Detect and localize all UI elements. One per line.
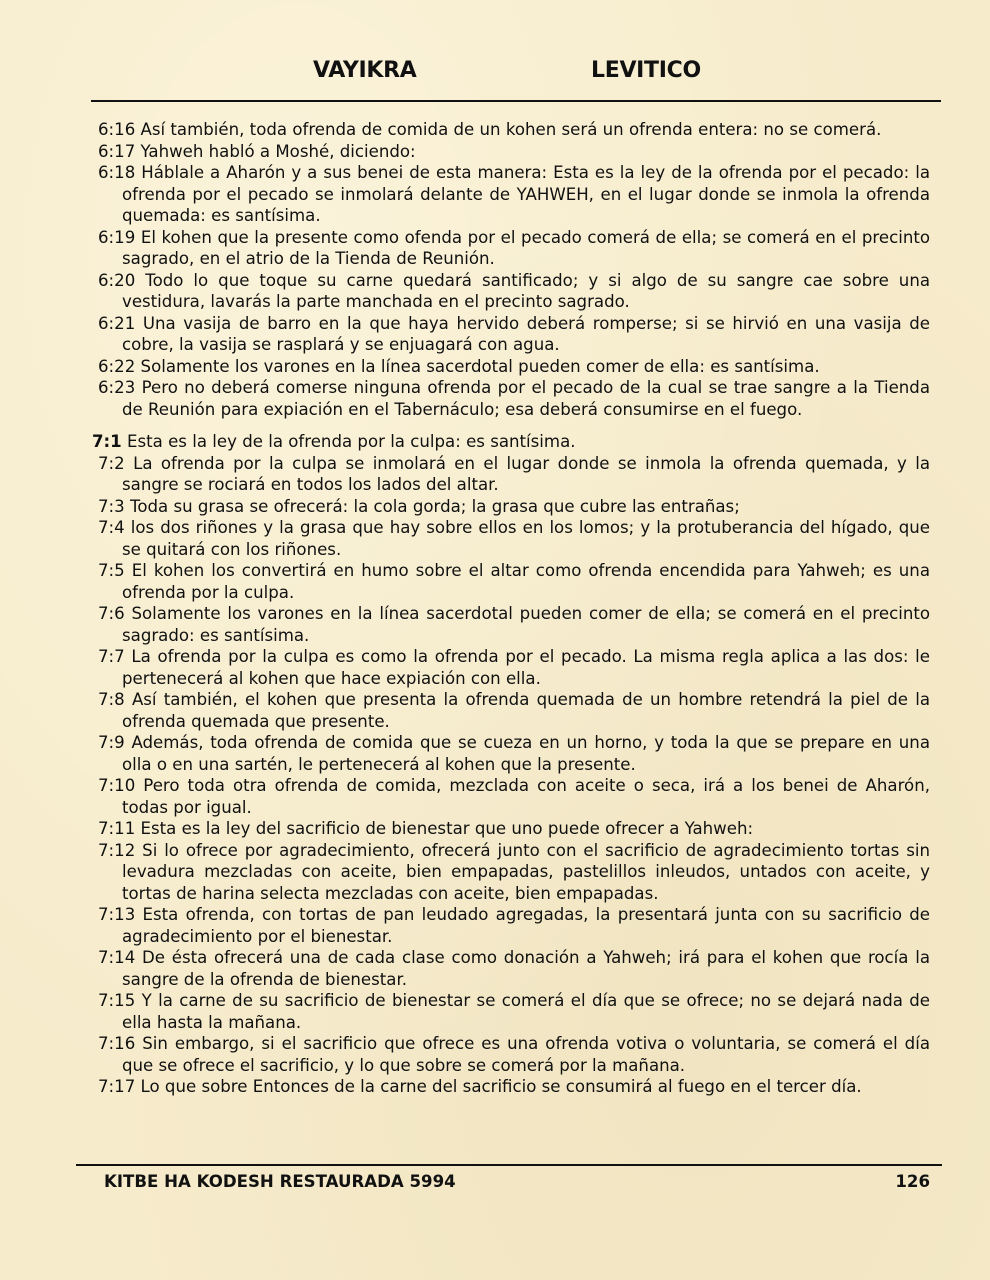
verse-text: Si lo ofrece por agradecimiento, ofrecerá junto con el sacrificio de agradecimiento tortas sin levadura mezcladas con aceite, bien empapadas, pastelillos inleudos, untados con aceite, y tortas de harina selecta mezcladas con aceite, bien empapadas. [122, 840, 930, 903]
verse [0, 990, 930, 1033]
verse-number: 7:10 [98, 776, 136, 795]
verse-number: 7:12 [98, 840, 136, 860]
verse-number: 7:16 [98, 1034, 136, 1053]
verse-number: 6:19 [98, 227, 136, 247]
verse-number: 6:16 [98, 120, 136, 139]
footer-divider [76, 1164, 942, 1166]
verse-text: Esta es la ley de la ofrenda por la culpa: es santísima. [127, 432, 576, 451]
verse-text: Además, toda ofrenda de comida que se cueza en un horno, y toda la que se prepare en una olla o en una sartén, le pertenecerá al kohen que la presente. [122, 733, 930, 774]
verse-text: Solamente los varones en la línea sacerdotal pueden comer de ella; se comerá en el precinto sagrado: es santísima. [122, 604, 930, 645]
verse-text: El kohen los convertirá en humo sobre el altar como ofrenda encendida para Yahweh; es una ofrenda por la culpa. [122, 561, 930, 602]
verse-number: 7:14 [98, 948, 136, 967]
verse-text: Solamente los varones en la línea sacerdotal pueden comer de ella: es santísima. [140, 356, 820, 376]
verse [0, 818, 930, 840]
verse-number: 7:6 [98, 604, 125, 623]
verse-number: 6:18 [98, 163, 136, 182]
verse-number: 6:22 [98, 356, 136, 376]
verse-number: 7:1 [92, 432, 122, 451]
verse [0, 356, 930, 378]
verse [0, 162, 930, 227]
verse-number: 7:15 [98, 991, 136, 1010]
verse [0, 732, 930, 775]
verse-number: 7:8 [98, 690, 125, 709]
verse [0, 227, 930, 270]
verse [0, 1076, 930, 1098]
header-divider [91, 100, 941, 102]
verse-text: El kohen que la presente como ofenda por el pecado comerá de ella; se comerá en el precinto sagrado, en el atrio de la Tienda de Reunión. [122, 227, 930, 268]
verse-text: Pero toda otra ofrenda de comida, mezclada con aceite o seca, irá a los benei de Aharón, todas por igual. [122, 776, 930, 817]
verse-text: Todo lo que toque su carne quedará santificado; y si algo de su sangre cae sobre una vestidura, lavarás la parte manchada en el precinto sagrado. [122, 270, 930, 311]
chapter-7-verses [0, 431, 990, 1098]
verse [0, 603, 930, 646]
verse-text: La ofrenda por la culpa se inmolará en el lugar donde se inmola la ofrenda quemada, y la sangre se rociará en todos los lados del altar. [122, 453, 930, 494]
verse [0, 270, 930, 313]
verse-number: 6:17 [98, 141, 136, 161]
verse-number: 6:21 [98, 313, 136, 333]
verse-text: Háblale a Aharón y a sus benei de esta manera: Esta es la ley de la ofrenda por el pecado: la ofrenda por el pecado se inmolará delante de YAHWEH, en el lugar donde se inmola la ofrenda quemada: es santísima. [122, 163, 930, 225]
verse [0, 377, 930, 420]
verse [0, 517, 930, 560]
verse-text: Lo que sobre Entonces de la carne del sacrificio se consumirá al fuego en el tercer día. [140, 1077, 862, 1096]
verse-number: 6:23 [98, 378, 136, 397]
verse-text: Pero no deberá comerse ninguna ofrenda por el pecado de la cual se trae sangre a la Tienda de Reunión para expiación en el Tabernáculo; esa deberá consumirse en el fuego. [122, 378, 930, 419]
verse-text: Así también, toda ofrenda de comida de un kohen será un ofrenda entera: no se comerá. [140, 120, 882, 139]
verse-number: 7:11 [98, 819, 136, 838]
verse [0, 689, 930, 732]
verse-text: Toda su grasa se ofrecerá: la cola gorda; la grasa que cubre las entrañas; [130, 496, 740, 516]
verse-number: 7:17 [98, 1077, 136, 1096]
verse-text: los dos riñones y la grasa que hay sobre ellos en los lomos; y la protuberancia del hígado, que se quitará con los riñones. [122, 518, 930, 559]
verse [0, 560, 930, 603]
verse-number: 7:2 [98, 453, 125, 473]
verse [0, 119, 930, 141]
verse [0, 1033, 930, 1076]
chapter-gap [0, 420, 990, 431]
verse-text: Sin embargo, si el sacrificio que ofrece es una ofrenda votiva o voluntaria, se comerá el día que se ofrece el sacrificio, y lo que sobre se comerá por la mañana. [122, 1034, 930, 1075]
verse [0, 453, 930, 496]
verse-text: Así también, el kohen que presenta la ofrenda quemada de un hombre retendrá la piel de la ofrenda quemada que presente. [122, 690, 931, 731]
header-spanish-title: LEVITICO [591, 58, 701, 83]
verse [0, 904, 930, 947]
verse-number: 7:13 [98, 905, 136, 924]
verse [0, 840, 930, 905]
verse [0, 947, 930, 990]
verse-text: Yahweh habló a Moshé, diciendo: [140, 141, 416, 161]
scripture-text [0, 119, 990, 1098]
verse [0, 646, 930, 689]
footer-book-title: KITBE HA KODESH RESTAURADA 5994 [104, 1172, 456, 1191]
verse-text: Esta ofrenda, con tortas de pan leudado agregadas, la presentará junta con su sacrificio de agradecimiento por el bienestar. [122, 905, 931, 946]
verse-number: 7:3 [98, 496, 125, 516]
verse-text: La ofrenda por la culpa es como la ofrenda por el pecado. La misma regla aplica a las dos: le pertenecerá al kohen que hace expiación con ella. [122, 647, 930, 688]
verse-text: Y la carne de su sacrificio de bienestar se comerá el día que se ofrece; no se dejará nada de ella hasta la mañana. [122, 991, 931, 1032]
verse [0, 496, 930, 518]
verse-number: 7:5 [98, 561, 125, 580]
verse [0, 141, 930, 163]
verse-number: 7:7 [98, 647, 125, 666]
verse-text: De ésta ofrecerá una de cada clase como donación a Yahweh; irá para el kohen que rocía la sangre de la ofrenda de bienestar. [122, 948, 930, 989]
page-number: 126 [895, 1172, 930, 1191]
verse [0, 431, 924, 453]
verse-text: Esta es la ley del sacrificio de bienestar que uno puede ofrecer a Yahweh: [140, 819, 754, 838]
header-hebrew-title: VAYIKRA [313, 58, 417, 83]
chapter-6-verses [0, 119, 990, 420]
verse-number: 6:20 [98, 270, 136, 290]
verse-number: 7:9 [98, 733, 125, 752]
verse [0, 313, 930, 356]
page-header [0, 58, 990, 94]
verse-text: Una vasija de barro en la que haya hervido deberá romperse; si se hirvió en una vasija de cobre, la vasija se rasplará y se enjuagará con agua. [122, 313, 930, 354]
verse [0, 775, 930, 818]
verse-number: 7:4 [98, 518, 125, 537]
